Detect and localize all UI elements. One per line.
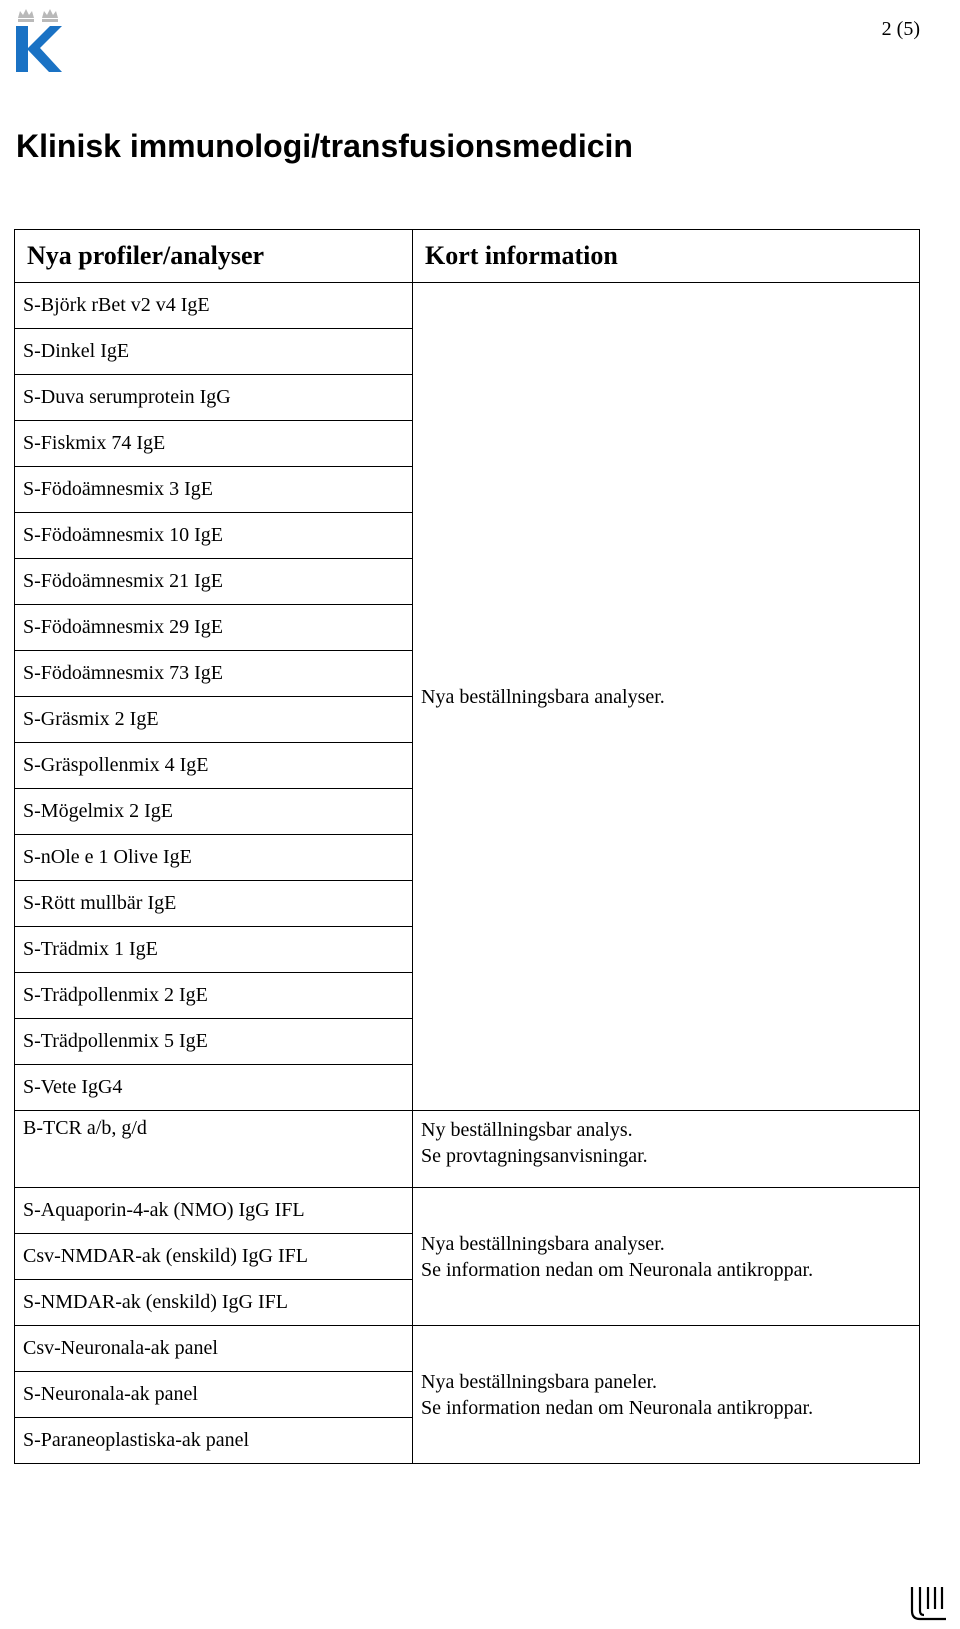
column-header-analyses: Nya profiler/analyser	[15, 230, 413, 283]
analysis-item: S-Födoämnesmix 29 IgE	[15, 605, 413, 651]
info-line: Ny beställningsbar analys.	[421, 1119, 633, 1141]
analysis-item: S-Rött mullbär IgE	[15, 881, 413, 927]
analysis-item: S-Mögelmix 2 IgE	[15, 789, 413, 835]
karolinska-logo-icon	[14, 4, 64, 76]
analysis-item: S-nOle e 1 Olive IgE	[15, 835, 413, 881]
info-line: Se provtagningsanvisningar.	[421, 1145, 648, 1167]
analysis-item: S-Födoämnesmix 3 IgE	[15, 467, 413, 513]
info-line: Se information nedan om Neuronala antikroppar.	[421, 1396, 814, 1419]
table-row	[15, 283, 920, 329]
analyses-table	[14, 229, 920, 1464]
table-row	[15, 1188, 920, 1234]
table-row	[15, 1111, 920, 1188]
karolinska-footer-mark-icon	[908, 1585, 948, 1623]
info-cell	[413, 283, 920, 1111]
analysis-item: S-Födoämnesmix 73 IgE	[15, 651, 413, 697]
analysis-item: S-Björk rBet v2 v4 IgE	[15, 283, 413, 329]
info-line: Se information nedan om Neuronala antikroppar.	[421, 1258, 814, 1281]
info-cell	[413, 1326, 920, 1464]
analysis-item: S-Neuronala-ak panel	[15, 1372, 413, 1418]
page-title: Klinisk immunologi/transfusionsmedicin	[16, 128, 633, 164]
analysis-item: S-Gräsmix 2 IgE	[15, 697, 413, 743]
info-cell	[413, 1188, 920, 1326]
info-line: Nya beställningsbara paneler.	[421, 1370, 658, 1393]
table-row	[15, 1326, 920, 1372]
info-line: Nya beställningsbara analyser.	[421, 1232, 665, 1255]
analysis-item: S-Duva serumprotein IgG	[15, 375, 413, 421]
analysis-item: S-Trädpollenmix 2 IgE	[15, 973, 413, 1019]
analysis-item: S-Födoämnesmix 21 IgE	[15, 559, 413, 605]
column-header-info: Kort information	[413, 230, 920, 283]
analysis-item: S-Fiskmix 74 IgE	[15, 421, 413, 467]
analysis-item: S-NMDAR-ak (enskild) IgG IFL	[15, 1280, 413, 1326]
analysis-item: S-Trädmix 1 IgE	[15, 927, 413, 973]
analysis-item: S-Paraneoplastiska-ak panel	[15, 1418, 413, 1464]
analysis-item: S-Dinkel IgE	[15, 329, 413, 375]
analysis-item: Csv-NMDAR-ak (enskild) IgG IFL	[15, 1234, 413, 1280]
table-header-row	[15, 230, 920, 283]
analysis-item: S-Vete IgG4	[15, 1065, 413, 1111]
analysis-item: Csv-Neuronala-ak panel	[15, 1326, 413, 1372]
analysis-item: S-Gräspollenmix 4 IgE	[15, 743, 413, 789]
info-cell	[413, 1111, 920, 1188]
analysis-item: B-TCR a/b, g/d	[15, 1111, 413, 1188]
info-line: Nya beställningsbara analyser.	[421, 685, 665, 708]
analysis-item: S-Födoämnesmix 10 IgE	[15, 513, 413, 559]
analysis-item: S-Trädpollenmix 5 IgE	[15, 1019, 413, 1065]
page-number: 2 (5)	[881, 18, 920, 40]
analysis-item: S-Aquaporin-4-ak (NMO) IgG IFL	[15, 1188, 413, 1234]
